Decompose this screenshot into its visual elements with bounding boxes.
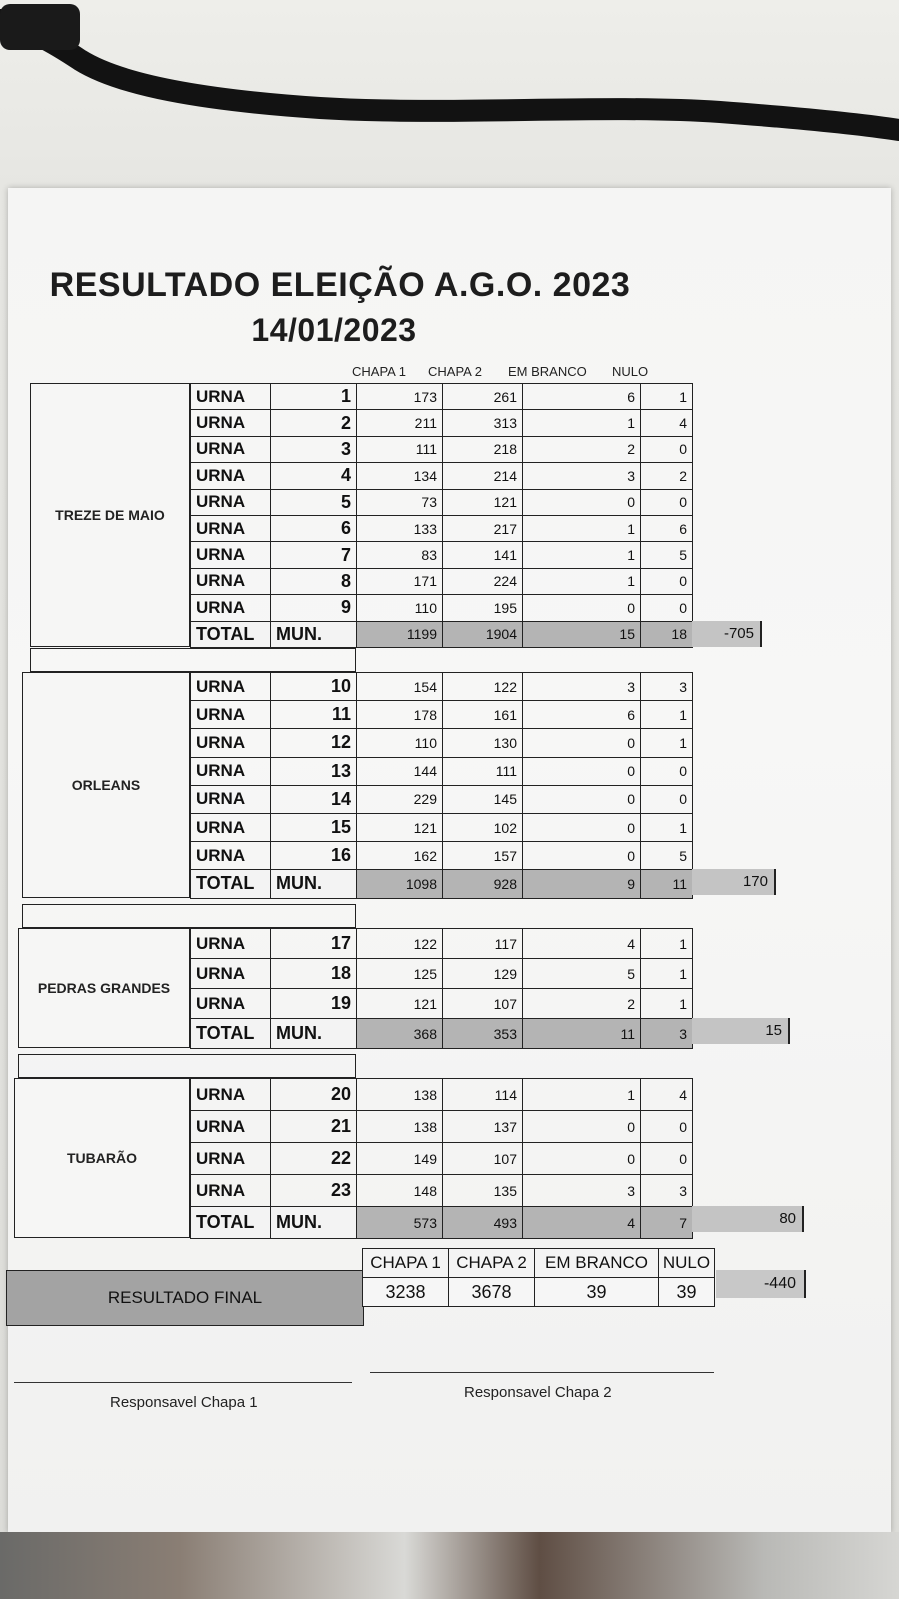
- power-cable: [0, 0, 899, 200]
- urna-label: URNA: [191, 1143, 271, 1175]
- votes-chapa2: 122: [443, 673, 523, 701]
- section-difference: 170: [692, 869, 776, 895]
- votes-branco: 3: [523, 1175, 641, 1207]
- mun-label: MUN.: [271, 621, 357, 647]
- urna-number: 19: [271, 989, 357, 1019]
- urna-number: 9: [271, 595, 357, 621]
- table-row: [191, 729, 693, 757]
- votes-chapa2: 114: [443, 1079, 523, 1111]
- votes-chapa2: 135: [443, 1175, 523, 1207]
- votes-chapa1: 111: [357, 436, 443, 462]
- total-branco: 11: [523, 1019, 641, 1049]
- table-row: [191, 673, 693, 701]
- urna-label: URNA: [191, 436, 271, 462]
- urna-number: 3: [271, 436, 357, 462]
- urna-label: URNA: [191, 568, 271, 594]
- total-branco: 4: [523, 1207, 641, 1239]
- total-branco: 15: [523, 621, 641, 647]
- section-table: [190, 928, 693, 1049]
- votes-branco: 1: [523, 542, 641, 568]
- section-label: TUBARÃO: [14, 1078, 190, 1238]
- votes-chapa2: 313: [443, 410, 523, 436]
- total-row: [191, 1019, 693, 1049]
- urna-label: URNA: [191, 842, 271, 870]
- votes-branco: 0: [523, 1143, 641, 1175]
- table-row: [191, 1079, 693, 1111]
- votes-branco: 3: [523, 673, 641, 701]
- urna-label: URNA: [191, 384, 271, 410]
- table-row: [191, 701, 693, 729]
- votes-chapa2: 107: [443, 1143, 523, 1175]
- table-row: [191, 542, 693, 568]
- urna-number: 4: [271, 463, 357, 489]
- votes-branco: 4: [523, 929, 641, 959]
- votes-chapa2: 102: [443, 813, 523, 841]
- urna-label: URNA: [191, 729, 271, 757]
- votes-chapa2: 107: [443, 989, 523, 1019]
- urna-number: 20: [271, 1079, 357, 1111]
- votes-nulo: 5: [641, 542, 693, 568]
- urna-number: 21: [271, 1111, 357, 1143]
- table-row: [191, 959, 693, 989]
- urna-label: URNA: [191, 489, 271, 515]
- votes-chapa1: 211: [357, 410, 443, 436]
- total-chapa1: 573: [357, 1207, 443, 1239]
- votes-branco: 0: [523, 729, 641, 757]
- votes-branco: 0: [523, 785, 641, 813]
- total-row: [191, 1207, 693, 1239]
- votes-nulo: 0: [641, 785, 693, 813]
- urna-number: 5: [271, 489, 357, 515]
- final-difference: -440: [716, 1270, 806, 1298]
- total-chapa1: 1199: [357, 621, 443, 647]
- votes-nulo: 0: [641, 489, 693, 515]
- votes-branco: 0: [523, 813, 641, 841]
- urna-label: URNA: [191, 542, 271, 568]
- urna-number: 23: [271, 1175, 357, 1207]
- votes-chapa2: 129: [443, 959, 523, 989]
- votes-branco: 0: [523, 595, 641, 621]
- votes-chapa2: 117: [443, 929, 523, 959]
- final-header-chapa2: CHAPA 2: [449, 1249, 535, 1278]
- votes-nulo: 0: [641, 1143, 693, 1175]
- votes-chapa2: 157: [443, 842, 523, 870]
- urna-number: 2: [271, 410, 357, 436]
- mun-label: MUN.: [271, 870, 357, 898]
- section-label: TREZE DE MAIO: [30, 383, 190, 647]
- urna-label: URNA: [191, 813, 271, 841]
- votes-nulo: 2: [641, 463, 693, 489]
- votes-nulo: 4: [641, 410, 693, 436]
- votes-branco: 2: [523, 989, 641, 1019]
- table-row: [191, 463, 693, 489]
- total-chapa1: 1098: [357, 870, 443, 898]
- total-chapa2: 353: [443, 1019, 523, 1049]
- total-row: [191, 621, 693, 647]
- votes-branco: 1: [523, 515, 641, 541]
- total-row: [191, 870, 693, 898]
- votes-nulo: 1: [641, 989, 693, 1019]
- urna-label: URNA: [191, 1175, 271, 1207]
- urna-number: 22: [271, 1143, 357, 1175]
- votes-chapa1: 110: [357, 729, 443, 757]
- votes-branco: 0: [523, 1111, 641, 1143]
- urna-number: 13: [271, 757, 357, 785]
- votes-chapa2: 141: [443, 542, 523, 568]
- votes-chapa2: 261: [443, 384, 523, 410]
- urna-number: 12: [271, 729, 357, 757]
- votes-chapa2: 218: [443, 436, 523, 462]
- section-label: PEDRAS GRANDES: [18, 928, 190, 1048]
- votes-chapa2: 130: [443, 729, 523, 757]
- votes-chapa1: 121: [357, 813, 443, 841]
- section-label: ORLEANS: [22, 672, 190, 898]
- votes-nulo: 0: [641, 1111, 693, 1143]
- votes-nulo: 1: [641, 929, 693, 959]
- final-result-label: RESULTADO FINAL: [6, 1270, 364, 1326]
- section-table: [190, 1078, 693, 1239]
- votes-nulo: 0: [641, 595, 693, 621]
- urna-label: URNA: [191, 701, 271, 729]
- votes-chapa1: 148: [357, 1175, 443, 1207]
- total-nulo: 18: [641, 621, 693, 647]
- urna-number: 18: [271, 959, 357, 989]
- total-nulo: 3: [641, 1019, 693, 1049]
- votes-chapa2: 145: [443, 785, 523, 813]
- page-date: 14/01/2023: [251, 312, 417, 348]
- table-row: [191, 1111, 693, 1143]
- urna-number: 17: [271, 929, 357, 959]
- urna-number: 14: [271, 785, 357, 813]
- table-row: [191, 785, 693, 813]
- votes-branco: 1: [523, 1079, 641, 1111]
- table-row: [191, 1143, 693, 1175]
- votes-branco: 6: [523, 384, 641, 410]
- table-row: [191, 842, 693, 870]
- votes-nulo: 1: [641, 384, 693, 410]
- urna-number: 1: [271, 384, 357, 410]
- votes-chapa1: 134: [357, 463, 443, 489]
- urna-label: URNA: [191, 595, 271, 621]
- votes-nulo: 1: [641, 701, 693, 729]
- votes-nulo: 1: [641, 813, 693, 841]
- table-row: [191, 989, 693, 1019]
- votes-nulo: 0: [641, 568, 693, 594]
- spacer-row: [18, 1054, 356, 1078]
- total-branco: 9: [523, 870, 641, 898]
- urna-number: 16: [271, 842, 357, 870]
- votes-chapa1: 171: [357, 568, 443, 594]
- votes-chapa2: 214: [443, 463, 523, 489]
- final-header-chapa1: CHAPA 1: [363, 1249, 449, 1278]
- final-value-chapa1: 3238: [363, 1278, 449, 1307]
- table-row: [191, 436, 693, 462]
- votes-nulo: 5: [641, 842, 693, 870]
- urna-label: URNA: [191, 959, 271, 989]
- votes-nulo: 0: [641, 436, 693, 462]
- votes-nulo: 6: [641, 515, 693, 541]
- signature-label-chapa1: Responsavel Chapa 1: [110, 1394, 258, 1411]
- total-chapa2: 928: [443, 870, 523, 898]
- urna-number: 15: [271, 813, 357, 841]
- table-row: [191, 1175, 693, 1207]
- page-title: RESULTADO ELEIÇÃO A.G.O. 2023: [49, 266, 631, 304]
- votes-branco: 0: [523, 757, 641, 785]
- votes-nulo: 4: [641, 1079, 693, 1111]
- table-row: [191, 410, 693, 436]
- section-difference: 15: [692, 1018, 790, 1044]
- votes-chapa1: 133: [357, 515, 443, 541]
- urna-label: URNA: [191, 929, 271, 959]
- table-row: [191, 929, 693, 959]
- votes-chapa2: 121: [443, 489, 523, 515]
- mun-label: MUN.: [271, 1019, 357, 1049]
- total-chapa2: 1904: [443, 621, 523, 647]
- votes-chapa1: 83: [357, 542, 443, 568]
- votes-nulo: 3: [641, 1175, 693, 1207]
- votes-branco: 1: [523, 410, 641, 436]
- votes-chapa1: 149: [357, 1143, 443, 1175]
- votes-chapa2: 217: [443, 515, 523, 541]
- signature-line-chapa1: [14, 1382, 352, 1383]
- votes-nulo: 0: [641, 757, 693, 785]
- total-label: TOTAL: [191, 1019, 271, 1049]
- section-table: [190, 672, 693, 899]
- table-row: [191, 595, 693, 621]
- final-header-nulo: NULO: [659, 1249, 715, 1278]
- final-value-branco: 39: [535, 1278, 659, 1307]
- urna-number: 10: [271, 673, 357, 701]
- total-label: TOTAL: [191, 870, 271, 898]
- votes-chapa1: 138: [357, 1111, 443, 1143]
- total-chapa2: 493: [443, 1207, 523, 1239]
- votes-chapa1: 110: [357, 595, 443, 621]
- urna-label: URNA: [191, 673, 271, 701]
- votes-nulo: 1: [641, 729, 693, 757]
- urna-number: 11: [271, 701, 357, 729]
- total-label: TOTAL: [191, 621, 271, 647]
- votes-branco: 5: [523, 959, 641, 989]
- urna-label: URNA: [191, 989, 271, 1019]
- votes-branco: 6: [523, 701, 641, 729]
- signature-label-chapa2: Responsavel Chapa 2: [464, 1384, 612, 1401]
- spacer-row: [30, 648, 356, 672]
- mun-label: MUN.: [271, 1207, 357, 1239]
- urna-label: URNA: [191, 1079, 271, 1111]
- final-value-nulo: 39: [659, 1278, 715, 1307]
- table-row: [191, 489, 693, 515]
- spacer-row: [22, 904, 356, 928]
- table-row: [191, 384, 693, 410]
- urna-number: 6: [271, 515, 357, 541]
- votes-branco: 2: [523, 436, 641, 462]
- votes-branco: 1: [523, 568, 641, 594]
- urna-label: URNA: [191, 515, 271, 541]
- total-label: TOTAL: [191, 1207, 271, 1239]
- signature-line-chapa2: [370, 1372, 714, 1373]
- votes-chapa1: 229: [357, 785, 443, 813]
- urna-number: 8: [271, 568, 357, 594]
- votes-chapa1: 125: [357, 959, 443, 989]
- column-header-chapa1: CHAPA 1: [352, 364, 406, 379]
- floor-background: [0, 1532, 899, 1599]
- table-row: [191, 515, 693, 541]
- urna-label: URNA: [191, 757, 271, 785]
- votes-chapa1: 154: [357, 673, 443, 701]
- votes-chapa2: 111: [443, 757, 523, 785]
- votes-chapa1: 162: [357, 842, 443, 870]
- section-difference: -705: [692, 621, 762, 647]
- votes-branco: 0: [523, 489, 641, 515]
- votes-branco: 3: [523, 463, 641, 489]
- votes-chapa1: 178: [357, 701, 443, 729]
- urna-number: 7: [271, 542, 357, 568]
- total-nulo: 11: [641, 870, 693, 898]
- votes-nulo: 3: [641, 673, 693, 701]
- votes-chapa1: 121: [357, 989, 443, 1019]
- column-header-branco: EM BRANCO: [508, 364, 587, 379]
- votes-chapa1: 122: [357, 929, 443, 959]
- column-header-chapa2: CHAPA 2: [428, 364, 482, 379]
- total-nulo: 7: [641, 1207, 693, 1239]
- final-value-chapa2: 3678: [449, 1278, 535, 1307]
- votes-chapa1: 138: [357, 1079, 443, 1111]
- final-result-table: [362, 1248, 715, 1307]
- votes-chapa2: 195: [443, 595, 523, 621]
- table-row: [191, 813, 693, 841]
- final-header-branco: EM BRANCO: [535, 1249, 659, 1278]
- urna-label: URNA: [191, 785, 271, 813]
- votes-chapa2: 224: [443, 568, 523, 594]
- urna-label: URNA: [191, 1111, 271, 1143]
- section-table: [190, 383, 693, 648]
- column-header-nulo: NULO: [612, 364, 649, 379]
- section-difference: 80: [692, 1206, 804, 1232]
- urna-label: URNA: [191, 410, 271, 436]
- votes-chapa2: 137: [443, 1111, 523, 1143]
- votes-chapa1: 173: [357, 384, 443, 410]
- table-row: [191, 568, 693, 594]
- total-chapa1: 368: [357, 1019, 443, 1049]
- table-row: [191, 757, 693, 785]
- urna-label: URNA: [191, 463, 271, 489]
- votes-nulo: 1: [641, 959, 693, 989]
- votes-chapa1: 73: [357, 489, 443, 515]
- votes-branco: 0: [523, 842, 641, 870]
- votes-chapa1: 144: [357, 757, 443, 785]
- votes-chapa2: 161: [443, 701, 523, 729]
